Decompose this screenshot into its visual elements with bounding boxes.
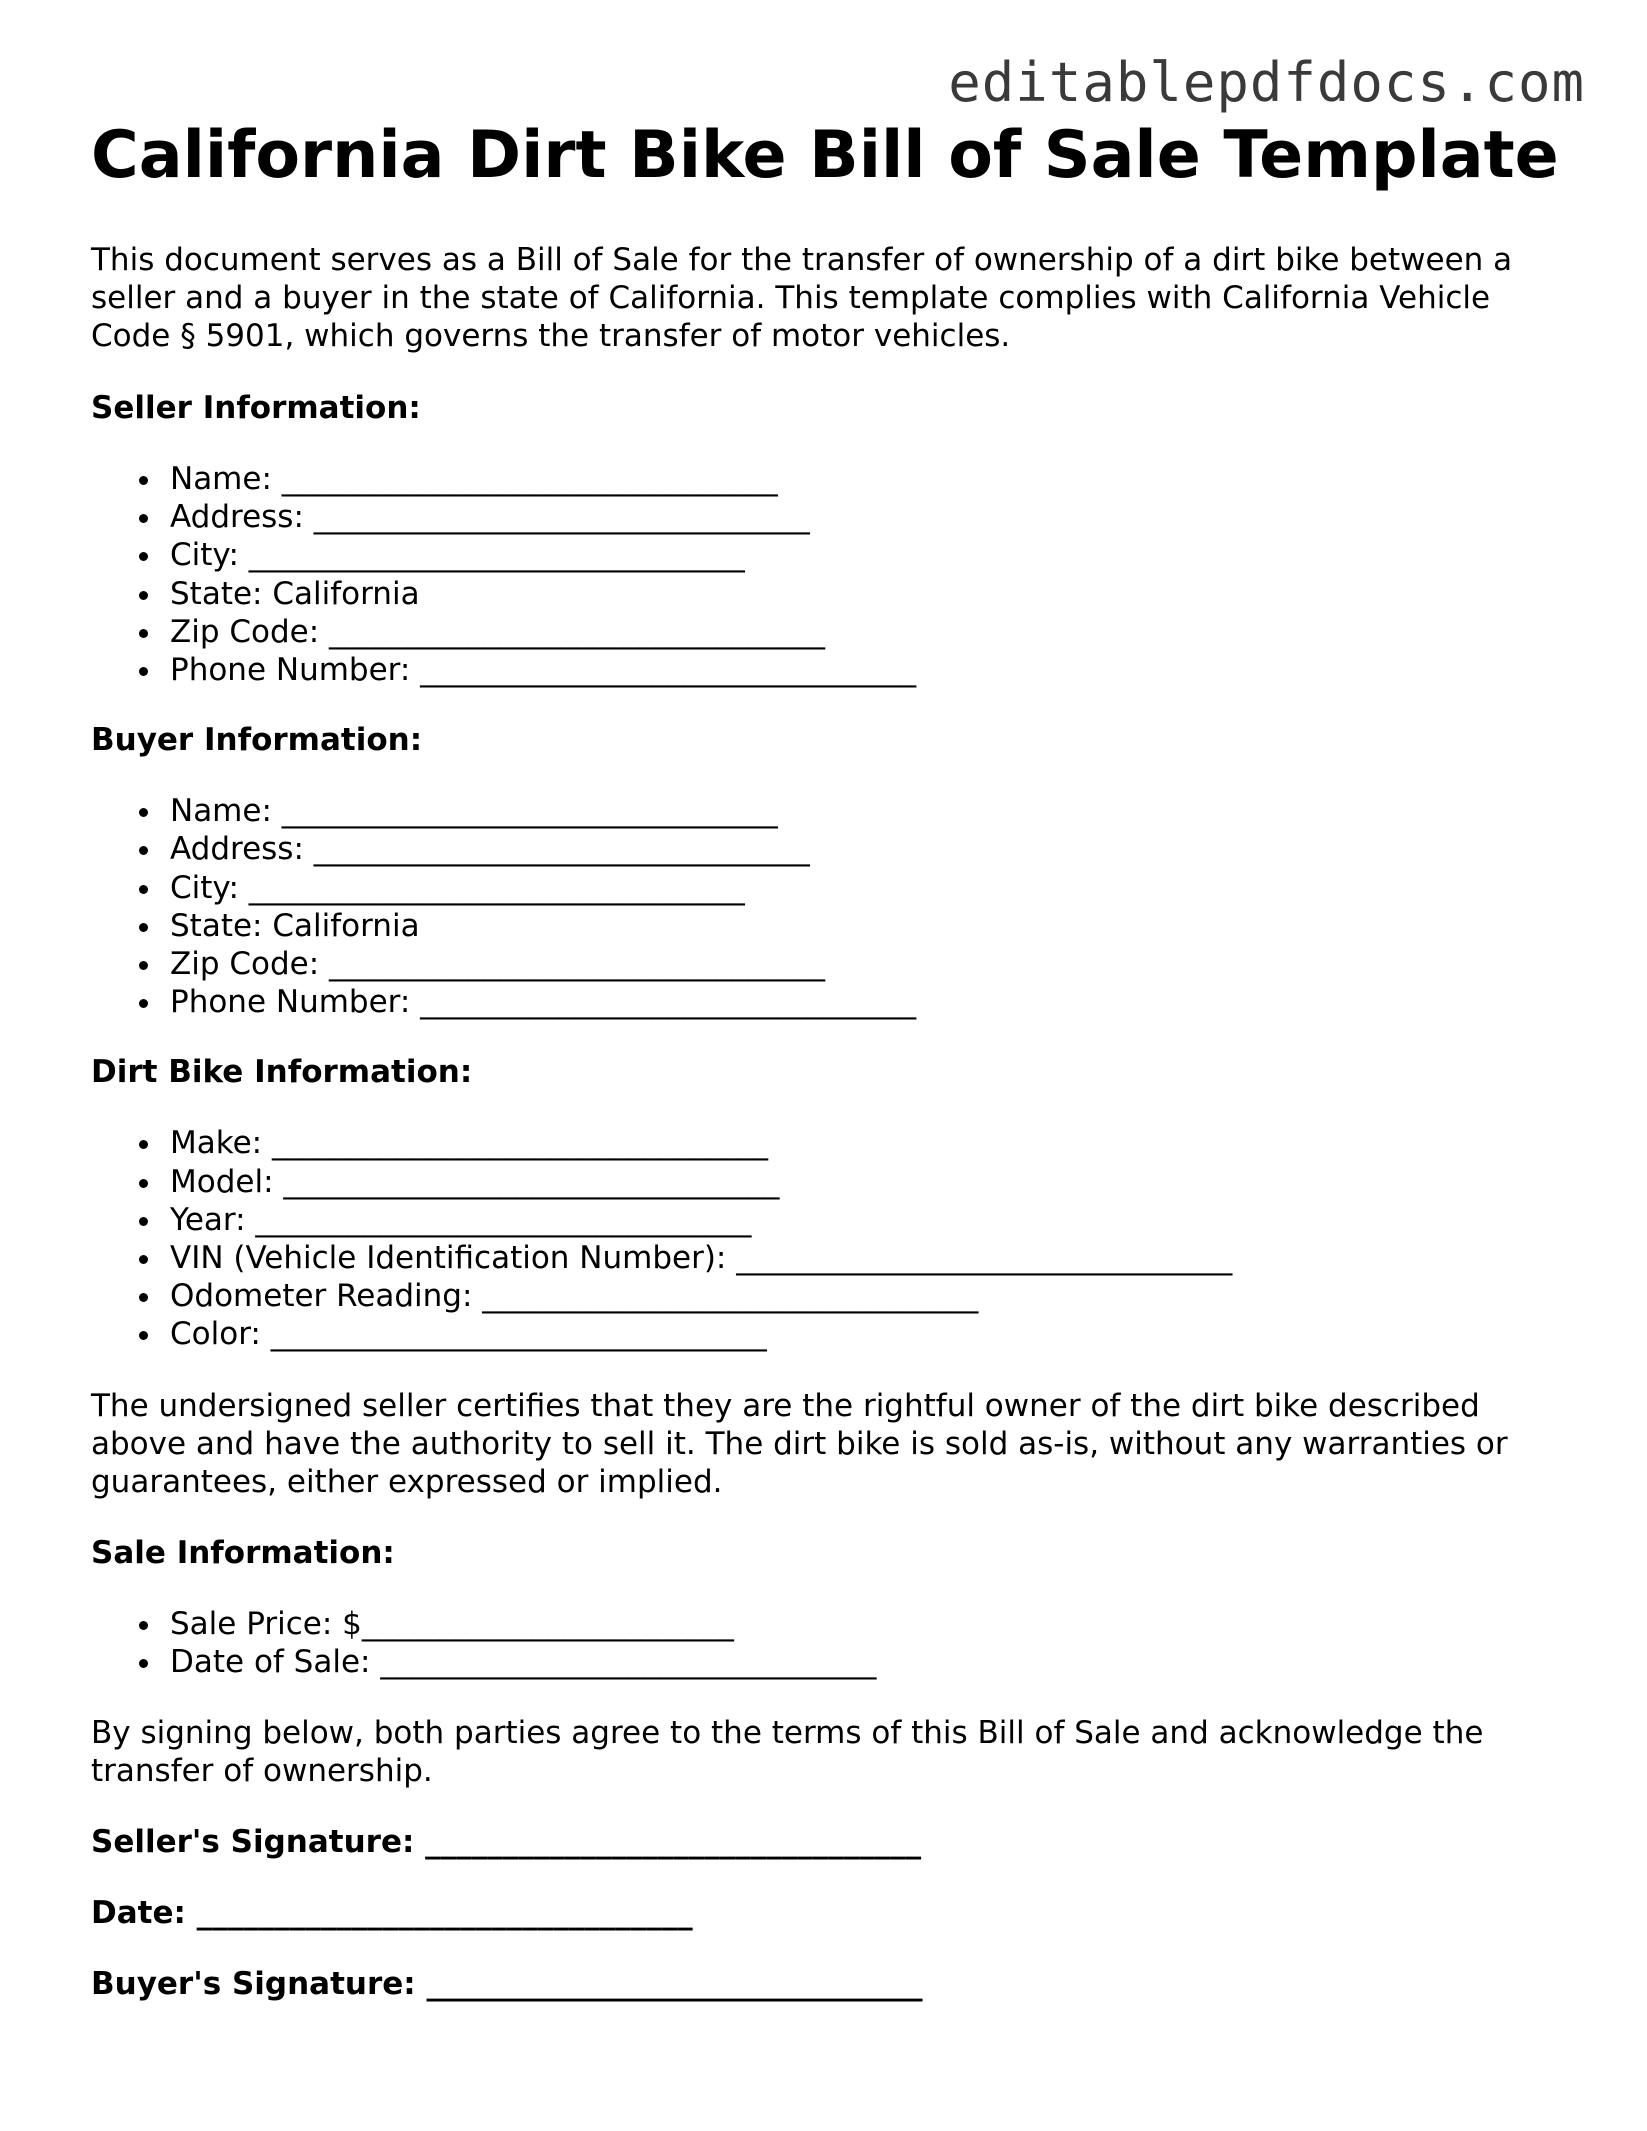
buyer-signature-line: Buyer's Signature: ________________________________: [91, 1966, 923, 2003]
sale-price-field: Sale Price: $________________________: [170, 1605, 1571, 1643]
sale-date-field: Date of Sale: ________________________________: [170, 1643, 1571, 1681]
seller-phone-field: Phone Number: ________________________________: [170, 651, 1571, 689]
document-page: [91, 112, 1571, 2003]
signature-date-line: Date: ________________________________: [91, 1895, 693, 1932]
buyer-city-field: City: ________________________________: [170, 869, 1571, 907]
intro-paragraph: This document serves as a Bill of Sale for the transfer of ownership of a dirt bike between a seller and a buyer in the state of California. This template complies with California Vehicle Code § 5901, which governs the transfer of motor vehicles.: [91, 242, 1513, 354]
seller-zip-field: Zip Code: ________________________________: [170, 613, 1571, 651]
watermark: editablepdfdocs.com: [948, 51, 1585, 114]
bike-year-field: Year: ________________________________: [170, 1201, 1571, 1239]
seller-state-field: State: California: [170, 575, 1571, 613]
bike-odometer-field: Odometer Reading: ________________________________: [170, 1277, 1571, 1315]
seller-heading: Seller Information:: [91, 390, 421, 426]
bike-list: [91, 1124, 1571, 1353]
buyer-list: [91, 792, 1571, 1021]
page-title: California Dirt Bike Bill of Sale Template: [91, 118, 1559, 193]
bike-model-field: Model: ________________________________: [170, 1163, 1571, 1201]
buyer-name-field: Name: ________________________________: [170, 792, 1571, 830]
sale-list: [91, 1605, 1571, 1681]
seller-city-field: City: ________________________________: [170, 536, 1571, 574]
buyer-address-field: Address: ________________________________: [170, 830, 1571, 868]
seller-name-field: Name: ________________________________: [170, 460, 1571, 498]
buyer-phone-field: Phone Number: ________________________________: [170, 983, 1571, 1021]
buyer-state-field: State: California: [170, 907, 1571, 945]
bike-make-field: Make: ________________________________: [170, 1124, 1571, 1162]
seller-signature-line: Seller's Signature: ________________________________: [91, 1824, 922, 1861]
bike-heading: Dirt Bike Information:: [91, 1054, 473, 1091]
bike-vin-field: VIN (Vehicle Identification Number): ________________________________: [170, 1239, 1571, 1277]
bike-color-field: Color: ________________________________: [170, 1315, 1571, 1353]
buyer-heading: Buyer Information:: [91, 722, 423, 759]
seller-list: [91, 460, 1571, 689]
sale-heading: Sale Information:: [91, 1534, 395, 1571]
certification-paragraph: The undersigned seller certifies that they are the rightful owner of the dirt bike described above and have the authority to sell it. The dirt bike is sold as-is, without any warranties or guarantees, either expressed or implied.: [91, 1387, 1508, 1500]
agreement-paragraph: By signing below, both parties agree to the terms of this Bill of Sale and acknowledge the transfer of ownership.: [91, 1715, 1484, 1790]
seller-address-field: Address: ________________________________: [170, 498, 1571, 536]
buyer-zip-field: Zip Code: ________________________________: [170, 945, 1571, 983]
